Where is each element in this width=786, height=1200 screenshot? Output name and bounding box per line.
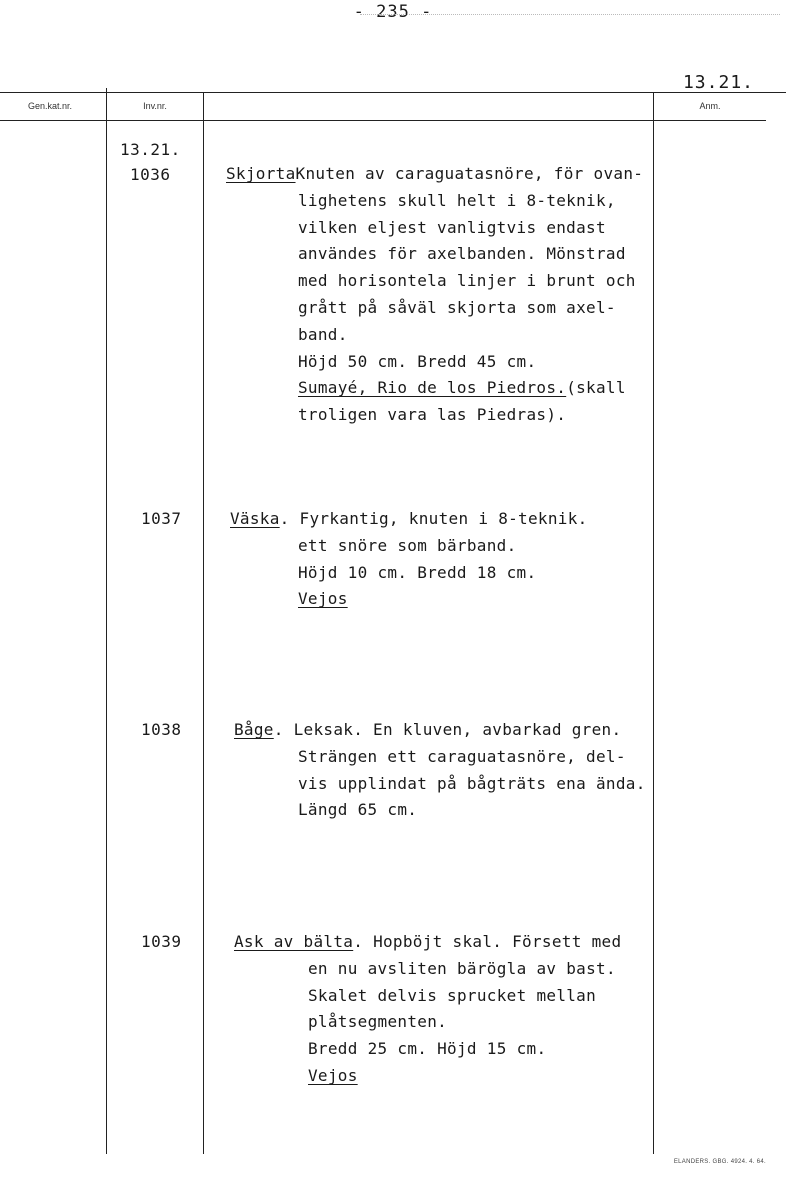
entry-locality: Sumayé, Rio de los Piedros. (298, 378, 567, 398)
header-bottom-rule (0, 120, 766, 121)
column-divider-text-anm (653, 92, 654, 1154)
entry-line: lighetens skull helt i 8-teknik, (298, 190, 616, 210)
entry-line: vis upplindat på bågträts ena ända. (298, 773, 646, 793)
entry-line: Höjd 50 cm. Bredd 45 cm. (298, 351, 537, 371)
inv-number: 1038 (141, 720, 182, 739)
header-gen-kat: Gen.kat.nr. (27, 101, 73, 111)
entry-line: Strängen ett caraguatasnöre, del- (298, 746, 626, 766)
entry-locality: Vejos (298, 589, 348, 609)
column-divider-inv-text (203, 92, 204, 1154)
entry-locality: Vejos (308, 1065, 358, 1085)
page-number: - 235 - (353, 2, 433, 22)
entry-line: (skall (566, 378, 626, 398)
inv-number: 1037 (141, 509, 182, 528)
entry-text (234, 929, 621, 1090)
entry-line: troligen vara las Piedras). (298, 405, 567, 425)
inv-number: 1039 (141, 932, 182, 951)
entry-line: . Fyrkantig, knuten i 8-teknik. (279, 509, 588, 528)
entry-line: Höjd 10 cm. Bredd 18 cm. (298, 562, 537, 582)
entry-title: Ask av bälta (234, 932, 354, 951)
column-divider-gen-inv (106, 88, 107, 1154)
entry-line: Bredd 25 cm. Höjd 15 cm. (308, 1039, 547, 1059)
entry-line: . Leksak. En kluven, avbarkad gren. (273, 720, 622, 739)
section-label: 13.21. (120, 140, 181, 159)
header-inv: Inv.nr. (143, 101, 167, 111)
entry-text (226, 161, 643, 429)
header-top-rule (0, 92, 786, 93)
entry-line: grått på såväl skjorta som axel- (298, 297, 616, 317)
entry-line: . Hopböjt skal. Försett med (353, 932, 622, 951)
entry-line: Knuten av caraguatasnöre, för ovan- (295, 164, 644, 183)
header-anm: Anm. (699, 101, 721, 111)
entry-text (234, 717, 646, 824)
entry-title: Båge (234, 720, 274, 739)
entry-title: Skjorta (226, 164, 296, 183)
entry-line: Längd 65 cm. (298, 800, 418, 820)
entry-line: med horisontela linjer i brunt och (298, 271, 636, 291)
entry-line: vilken eljest vanligtvis endast (298, 217, 606, 237)
entry-title: Väska (230, 509, 280, 528)
entry-line: en nu avsliten bärögla av bast. (308, 958, 616, 978)
header-dotted-rule (360, 14, 780, 15)
entry-text (230, 506, 588, 613)
section-number-top: 13.21. (682, 72, 754, 93)
entry-line: band. (298, 324, 348, 344)
printer-imprint: ELANDERS. GBG. 4924. 4. 64. (673, 1159, 766, 1165)
entry-line: användes för axelbanden. Mönstrad (298, 244, 626, 264)
entry-line: ett snöre som bärband. (298, 535, 517, 555)
entry-line: Skalet delvis sprucket mellan (308, 985, 597, 1005)
entry-line: plåtsegmenten. (308, 1012, 448, 1032)
inv-number: 1036 (130, 165, 171, 184)
